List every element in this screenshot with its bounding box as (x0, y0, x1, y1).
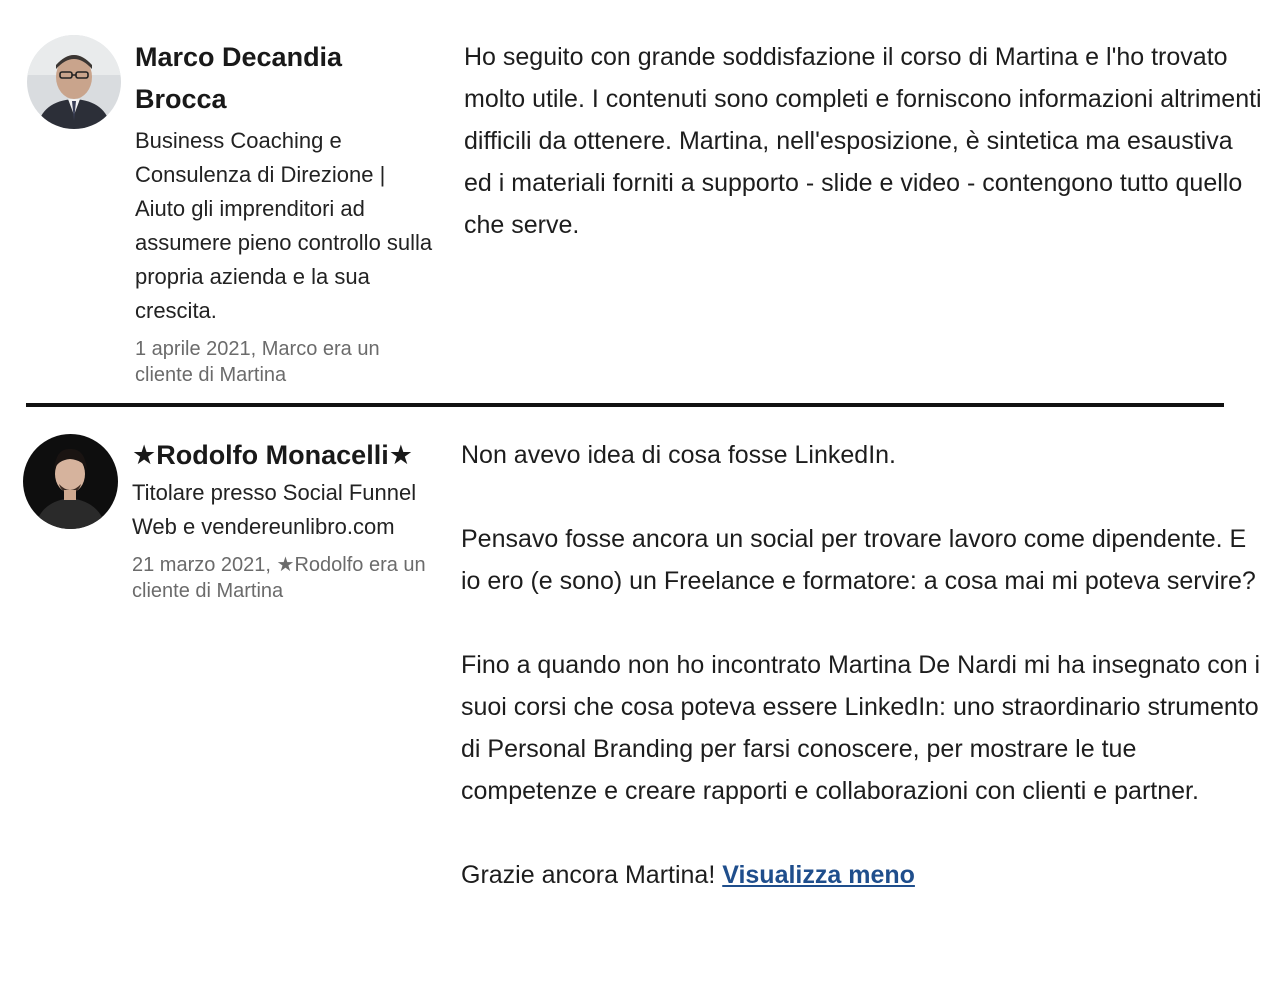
avatar-photo-icon (27, 35, 121, 129)
recommender-headline: Business Coaching e Consulenza di Direzione | Aiuto gli imprenditori ad assumere pieno controllo sulla propria azienda e la sua crescita. (135, 128, 433, 323)
divider (26, 403, 1224, 407)
recommendation-closing (461, 854, 1261, 896)
recommendation-item (0, 0, 1278, 400)
avatar-photo-icon (23, 434, 118, 529)
recommender-info (132, 434, 442, 604)
recommender-info (135, 36, 435, 388)
recommender-name[interactable]: ★Rodolfo Monacelli★ (132, 440, 413, 470)
avatar[interactable] (27, 35, 121, 129)
recommendation-date: 21 marzo 2021, ★Rodolfo era un cliente di Martina (132, 554, 426, 602)
show-less-link[interactable]: Visualizza meno (722, 861, 915, 889)
recommender-headline: Titolare presso Social Funnel Web e vendereunlibro.com (132, 480, 417, 539)
recommendation-date: 1 aprile 2021, Marco era un cliente di Martina (135, 338, 380, 386)
recommendation-text (464, 36, 1264, 246)
recommender-name-line2: Brocca (135, 84, 227, 114)
recommendation-item (0, 410, 1278, 992)
recommendation-paragraph: Ho seguito con grande soddisfazione il corso di Martina e l'ho trovato molto utile. I contenuti sono completi e forniscono informazioni altrimenti difficili da ottenere. Martina, nell'esposizione, è sintetica ma esaustiva ed i materiali forniti a supporto - slide e video - contengono tutto quello che serve. (464, 43, 1262, 239)
recommendation-paragraph: Fino a quando non ho incontrato Martina De Nardi mi ha insegnato con i suoi corsi che cosa poteva essere LinkedIn: uno straordinario strumento di Personal Branding per farsi conoscere, per mostrare le tue competenze e creare rapporti e collaborazioni con clienti e partner. (461, 651, 1261, 805)
recommendation-paragraph: Non avevo idea di cosa fosse LinkedIn. (461, 441, 896, 469)
recommendation-text (461, 434, 1261, 896)
avatar[interactable] (23, 434, 118, 529)
recommender-name[interactable] (135, 36, 435, 120)
recommender-name-line1: Marco Decandia (135, 42, 343, 72)
recommendation-paragraph: Pensavo fosse ancora un social per trovare lavoro come dipendente. E io ero (e sono) un Freelance e formatore: a cosa mai mi poteva servire? (461, 525, 1256, 595)
closing-text: Grazie ancora Martina! (461, 861, 716, 889)
